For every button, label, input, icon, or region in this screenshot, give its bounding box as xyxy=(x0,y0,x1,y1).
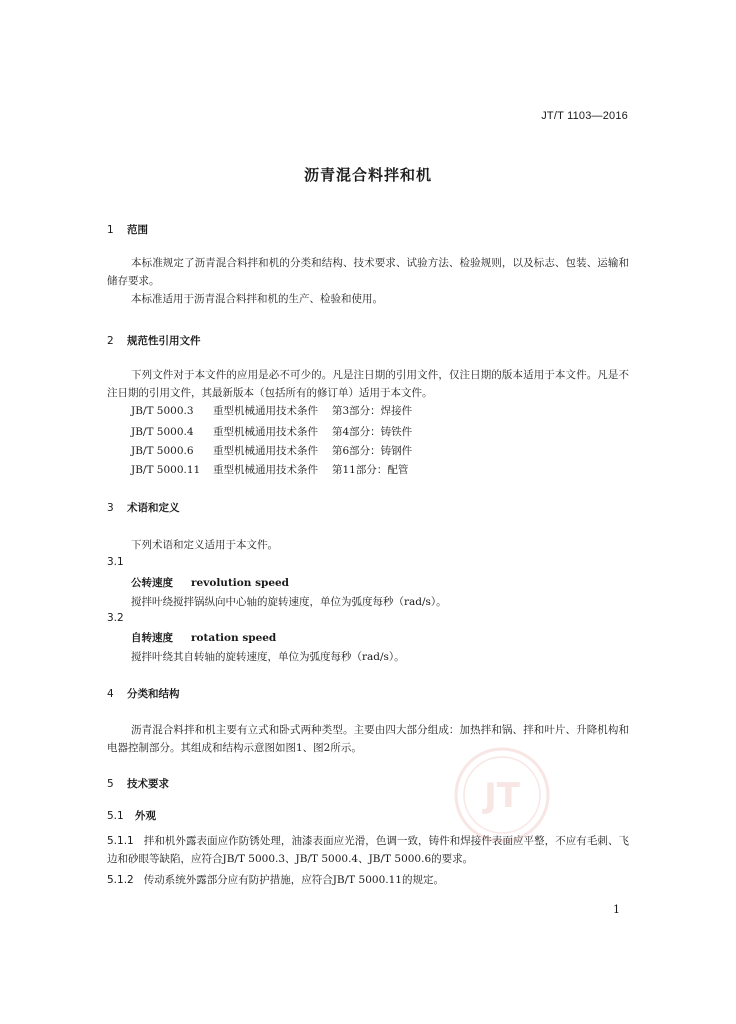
subsection-title: 外观 xyxy=(135,810,156,822)
section-number: 4 xyxy=(107,688,114,700)
section-title: 技术要求 xyxy=(127,778,169,790)
term-number: 3.2 xyxy=(107,612,124,624)
standard-number: JT/T 1103—2016 xyxy=(541,110,628,122)
reference-code: JB/T 5000.3 xyxy=(131,405,194,417)
clause-number: 5.1.1 xyxy=(107,835,134,847)
term-zh: 自转速度 xyxy=(131,632,173,644)
reference-part: 第4部分：铸铁件 xyxy=(332,426,413,438)
section-title: 术语和定义 xyxy=(127,502,180,514)
section-number: 2 xyxy=(107,335,114,347)
section-number: 5 xyxy=(107,778,114,790)
paragraph: 下列术语和定义适用于本文件。 xyxy=(131,539,278,551)
term-zh: 公转速度 xyxy=(131,577,173,589)
term-heading xyxy=(131,575,289,590)
section-title: 分类和结构 xyxy=(127,688,180,700)
document-title: 沥青混合料拌和机 xyxy=(303,166,432,184)
jt-watermark-seal xyxy=(452,745,552,845)
section-number: 1 xyxy=(107,224,114,236)
section-number: 3 xyxy=(107,502,114,514)
section-heading xyxy=(107,333,201,348)
paragraph: 本标准规定了沥青混合料拌和机的分类和结构、技术要求、试验方法、检验规则，以及标志、包装、运输和储存要求。 xyxy=(107,257,629,287)
term-definition: 搅拌叶绕搅拌锅纵向中心轴的旋转速度，单位为弧度每秒（rad/s）。 xyxy=(131,596,447,608)
section-heading xyxy=(107,776,169,791)
term-definition: 搅拌叶绕其自转轴的旋转速度，单位为弧度每秒（rad/s）。 xyxy=(131,651,405,663)
term-heading xyxy=(131,630,276,645)
normative-reference xyxy=(131,462,408,477)
reference-title: 重型机械通用技术条件 xyxy=(213,445,318,457)
normative-reference xyxy=(131,443,412,458)
reference-title: 重型机械通用技术条件 xyxy=(213,426,318,438)
term-en: rotation speed xyxy=(191,632,277,644)
paragraph: 下列文件对于本文件的应用是必不可少的。凡是注日期的引用文件，仅注日期的版本适用于本文件。凡是不注日期的引用文件，其最新版本（包括所有的修订单）适用于本文件。 xyxy=(107,369,629,399)
normative-reference xyxy=(131,403,412,418)
term-number: 3.1 xyxy=(107,556,124,568)
paragraph: 本标准适用于沥青混合料拌和机的生产、检验和使用。 xyxy=(131,293,383,305)
reference-title: 重型机械通用技术条件 xyxy=(213,405,318,417)
reference-part: 第11部分：配管 xyxy=(332,464,409,476)
reference-code: JB/T 5000.11 xyxy=(131,464,201,476)
reference-title: 重型机械通用技术条件 xyxy=(213,464,318,476)
section-heading xyxy=(107,222,148,237)
paragraph: 沥青混合料拌和机主要有立式和卧式两种类型。主要由四大部分组成：加热拌和锅、拌和叶片、升降机构和电器控制部分。其组成和结构示意图如图1、图2所示。 xyxy=(107,724,629,754)
reference-code: JB/T 5000.6 xyxy=(131,445,194,457)
reference-code: JB/T 5000.4 xyxy=(131,426,194,438)
clause-5-1-2 xyxy=(107,871,629,889)
page-number: 1 xyxy=(613,903,620,916)
section-heading xyxy=(107,686,180,701)
normative-reference xyxy=(131,424,412,439)
term-en: revolution speed xyxy=(191,577,290,589)
subsection-number: 5.1 xyxy=(107,810,124,822)
watermark-text: JT xyxy=(484,776,520,816)
clause-text: 传动系统外露部分应有防护措施，应符合JB/T 5000.11的规定。 xyxy=(143,874,444,886)
clause-text: 拌和机外露表面应作防锈处理，油漆表面应光滑，色调一致，铸件和焊接件表面应平整，不应有毛刺、飞边和砂眼等缺陷，应符合JB/T 5000.3、JB/T 5000.4、JB/T 5000.6的要求。 xyxy=(107,835,629,865)
clause-number: 5.1.2 xyxy=(107,874,134,886)
reference-part: 第6部分：铸钢件 xyxy=(332,445,413,457)
reference-part: 第3部分：焊接件 xyxy=(332,405,413,417)
section-title: 规范性引用文件 xyxy=(127,335,201,347)
subsection-heading xyxy=(107,808,156,823)
section-heading xyxy=(107,500,180,515)
section-title: 范围 xyxy=(127,224,148,236)
